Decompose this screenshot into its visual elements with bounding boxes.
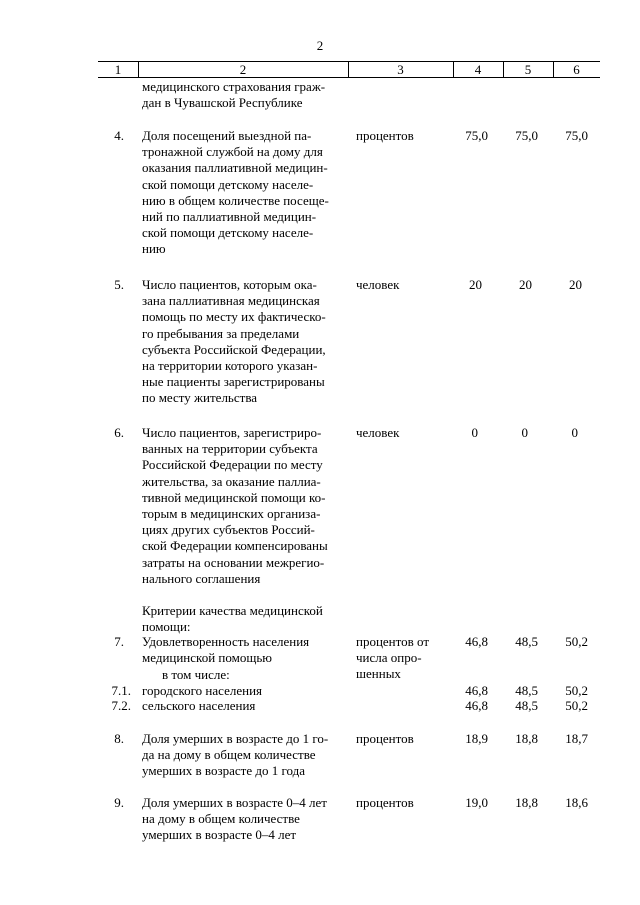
row-value-col4: 46,8 (465, 698, 488, 713)
header-col-6: 6 (573, 62, 580, 77)
in-that-number-label: в том числе: (162, 667, 230, 682)
row-number: 5. (114, 277, 124, 292)
row-text: Число пациентов, которым ока- зана паллиативная медицинская помощь по месту их фактическо- го пребывания за пределами субъекта Российской Федерации, на территории которого указан- ные пациенты зарегистрированы по месту жительства (142, 277, 326, 406)
line: дан в Чувашской Республике (142, 95, 303, 111)
row-value-col4: 46,8 (465, 634, 488, 649)
row-unit: процентов (356, 795, 414, 810)
row-number: 7.2. (111, 698, 131, 713)
row-unit: человек (356, 425, 400, 440)
row-value-col6: 50,2 (565, 634, 588, 649)
row-text: Число пациентов, зарегистриро- ванных на территории субъекта Российской Федерации по месту жительства, за оказание паллиа- тивной медицинской помощи ко- торым в медицинских организа- циях других субъектов Россий- ской Федерации компенсированы затраты на основании межрегио- нального соглашения (142, 425, 328, 586)
row-value-col4: 18,9 (465, 731, 488, 746)
row-value-col4: 19,0 (465, 795, 488, 810)
row-value-col4: 75,0 (465, 128, 488, 143)
table-header (98, 61, 600, 78)
row-value-col6: 18,7 (565, 731, 588, 746)
row-value-col5: 75,0 (515, 128, 538, 143)
row-unit: человек (356, 277, 400, 292)
row-text: Доля умерших в возрасте 0–4 лет на дому в общем количестве умерших в возрасте 0–4 лет (142, 795, 327, 843)
row-number: 9. (114, 795, 124, 810)
row-value-col4: 20 (469, 277, 482, 292)
row-number: 7. (114, 634, 124, 649)
header-col-3: 3 (397, 62, 404, 77)
row-value-col6: 50,2 (565, 698, 588, 713)
row-number: 6. (114, 425, 124, 440)
header-col-1: 1 (114, 62, 122, 77)
row-value-col6: 18,6 (565, 795, 588, 810)
row-unit: процентов (356, 731, 414, 746)
row-text: Доля посещений выездной па- тронажной службой на дому для оказания паллиативной медицин- ской помощи детскому населе- нию в общем количестве посеще- ний по паллиативной медицин- ской помощи детскому населе- нию (142, 128, 329, 257)
line: медицинского страхования граж- (142, 79, 326, 94)
row-value-col6: 20 (569, 277, 582, 292)
row-value-col5: 18,8 (515, 795, 538, 810)
row-value-col5: 0 (521, 425, 528, 440)
header-col-2: 2 (239, 62, 247, 77)
row-text: Удовлетворенность населения медицинской помощью (142, 634, 310, 666)
row-value-col6: 0 (571, 425, 578, 440)
row-number: 4. (114, 128, 124, 143)
header-col-4: 4 (474, 62, 482, 77)
row-value-col6: 50,2 (565, 683, 588, 698)
row-value-col4: 0 (471, 425, 478, 440)
row-text: городского населения (142, 683, 263, 698)
row-value-col5: 18,8 (515, 731, 538, 746)
row-text (142, 79, 347, 111)
row-value-col4: 46,8 (465, 683, 488, 698)
row-number: 7.1. (111, 683, 131, 698)
row-text: Доля умерших в возрасте до 1 го- да на дому в общем количестве умерших в возрасте до 1 года (142, 731, 329, 779)
header-col-5: 5 (524, 62, 532, 77)
page-number: 2 (316, 38, 324, 53)
row-value-col5: 48,5 (515, 698, 538, 713)
row-value-col5: 20 (519, 277, 532, 292)
row-value-col5: 48,5 (515, 634, 538, 649)
row-number: 8. (114, 731, 124, 746)
row-unit: процентов от числа опро- шенных (356, 634, 430, 682)
row-value-col5: 48,5 (515, 683, 538, 698)
row-text: сельского населения (142, 698, 256, 713)
row-value-col6: 75,0 (565, 128, 588, 143)
row-unit: процентов (356, 128, 414, 143)
section-heading: Критерии качества медицинской помощи: (142, 603, 323, 635)
